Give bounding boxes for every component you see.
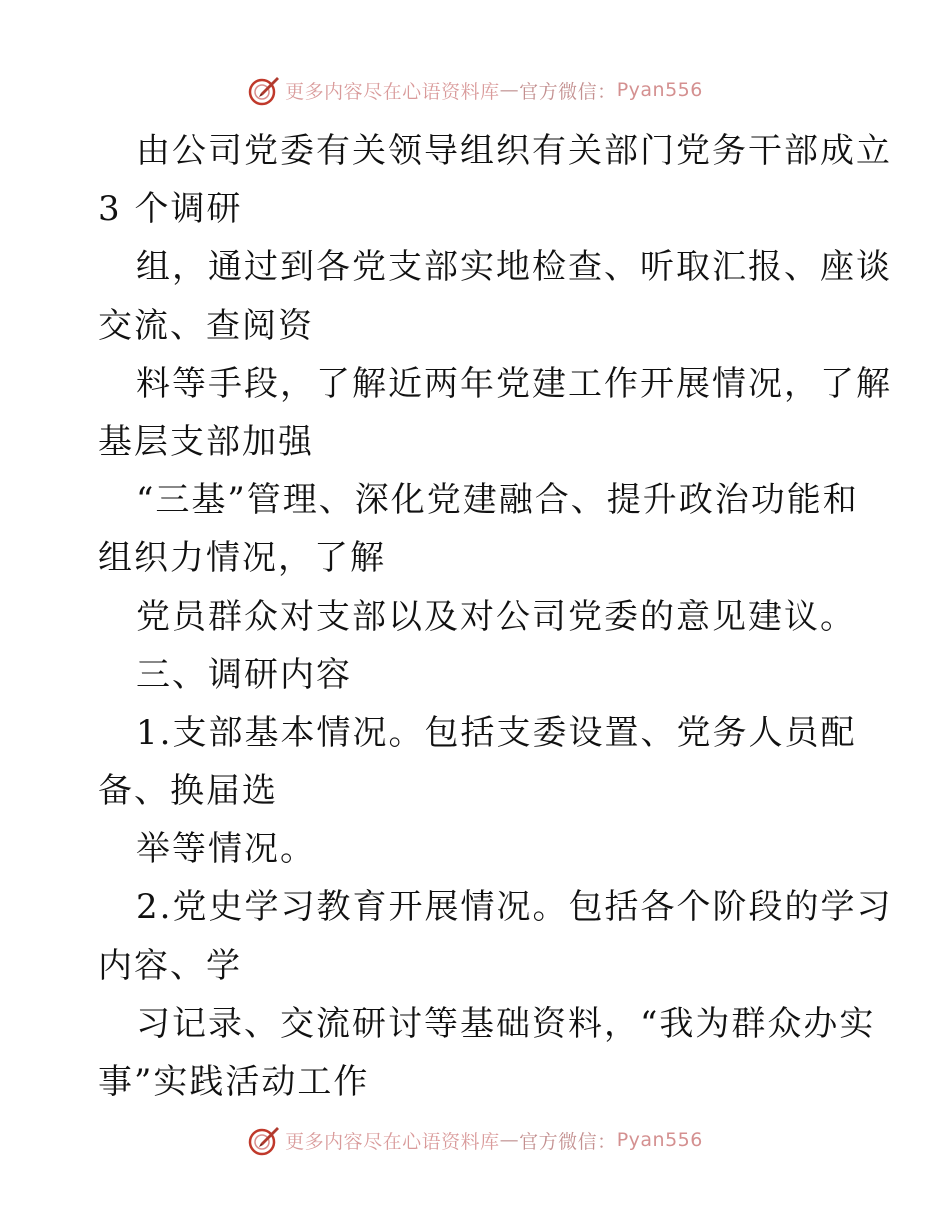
section-heading: 三、调研内容: [136, 654, 352, 695]
watermark-wechat-label: 官方微信：: [519, 80, 617, 103]
watermark-text: 更多内容尽在心语资料库: [285, 1130, 500, 1153]
pen-logo-icon: [247, 1123, 281, 1157]
text-line: 组，通过到各党支部实地检查、听取汇报、座谈: [136, 247, 892, 288]
text-line: 由公司党委有关领导组织有关部门党务干部成立: [136, 131, 892, 171]
text-line: 习记录、交流研讨等基础资料，“我为群众办实: [136, 1003, 876, 1044]
text-line: 3 个调研: [98, 189, 243, 230]
text-line: “三基”管理、深化党建融合、提升政治功能和: [136, 480, 859, 521]
text-line: 党员群众对支部以及对公司党委的意见建议。: [136, 596, 856, 637]
text-line: 交流、查阅资: [98, 305, 314, 346]
watermark-wechat-label: 官方微信：: [519, 1130, 617, 1153]
text-line: 备、换届选: [98, 771, 278, 812]
text-line: 举等情况。: [136, 829, 316, 870]
pen-logo-icon: [247, 73, 281, 107]
watermark-dash: —: [499, 79, 520, 101]
text-line: 2.党史学习教育开展情况。包括各个阶段的学习: [136, 887, 893, 928]
watermark-dash: —: [499, 1129, 520, 1151]
text-line: 内容、学: [98, 945, 242, 986]
watermark-footer: [0, 1120, 950, 1160]
text-line: 料等手段，了解近两年党建工作开展情况，了解: [136, 363, 892, 404]
text-line: 组织力情况，了解: [98, 538, 386, 579]
watermark-wechat-id: Pyan556: [616, 79, 703, 101]
text-line: 基层支部加强: [98, 421, 314, 462]
text-line: 事”实践活动工作: [98, 1062, 370, 1102]
watermark-header: [0, 70, 950, 110]
document-body: [98, 122, 893, 1111]
watermark-text: 更多内容尽在心语资料库: [285, 80, 500, 103]
text-line: 1.支部基本情况。包括支委设置、党务人员配: [136, 712, 857, 753]
watermark-wechat-id: Pyan556: [616, 1129, 703, 1151]
